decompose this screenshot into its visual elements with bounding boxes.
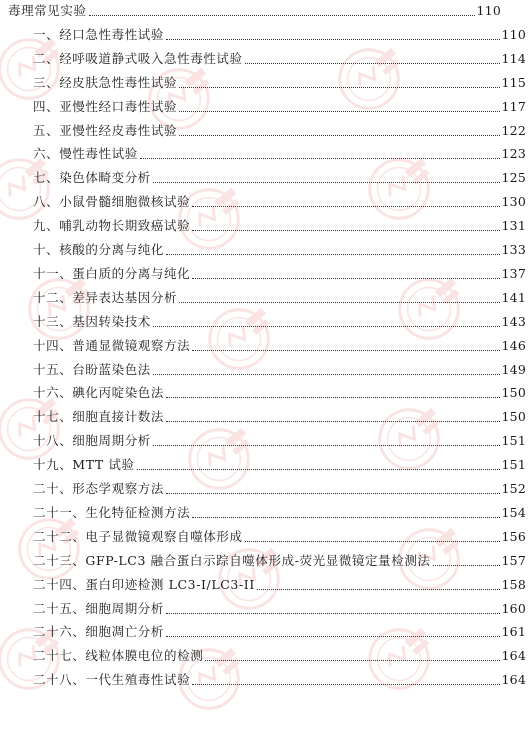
toc-entry-title: 十六、碘化丙啶染色法 bbox=[33, 385, 165, 401]
toc-entry-row[interactable] bbox=[0, 117, 532, 139]
toc-page-number: 152 bbox=[501, 481, 526, 496]
toc-page-number: 114 bbox=[501, 50, 526, 66]
toc-dot-leader bbox=[140, 158, 500, 159]
toc-entry-title: 九、哺乳动物长期致癌试验 bbox=[33, 218, 191, 234]
toc-dot-leader bbox=[192, 278, 499, 279]
toc-entry-title: 二、经呼吸道静式吸入急性毒性试验 bbox=[33, 50, 243, 66]
toc-dot-leader bbox=[192, 350, 499, 351]
toc-entry-row[interactable] bbox=[0, 140, 532, 162]
toc-entry-row[interactable] bbox=[0, 379, 532, 401]
toc-entry-title: 毒理常见实验 bbox=[8, 3, 87, 18]
toc-page-number: 156 bbox=[501, 528, 526, 544]
toc-page-number: 158 bbox=[501, 576, 526, 592]
toc-dot-leader bbox=[166, 254, 500, 255]
toc-page-number: 151 bbox=[501, 433, 526, 449]
toc-entry-title: 四、亚慢性经口毒性试验 bbox=[33, 98, 178, 114]
toc-entry-row[interactable] bbox=[0, 45, 532, 67]
toc-entry-row[interactable] bbox=[0, 571, 532, 593]
toc-entry-title: 二十四、蛋白印迹检测 LC3-I/LC3-II bbox=[33, 576, 255, 592]
toc-entry-row[interactable] bbox=[0, 451, 532, 473]
toc-dot-leader bbox=[153, 374, 500, 375]
toc-entry-row[interactable] bbox=[0, 547, 532, 569]
toc-dot-leader bbox=[166, 421, 500, 422]
toc-entry-row[interactable] bbox=[0, 164, 532, 186]
toc-entry-title: 十七、细胞直接计数法 bbox=[33, 409, 165, 425]
toc-entry-row[interactable] bbox=[0, 595, 532, 617]
toc-page-number: 150 bbox=[501, 385, 526, 401]
toc-entry-row[interactable] bbox=[0, 21, 532, 43]
toc-entry-row[interactable] bbox=[0, 93, 532, 115]
toc-dot-leader bbox=[153, 182, 500, 183]
toc-entry-title: 十三、基因转染技术 bbox=[33, 313, 151, 329]
toc-entry-title: 二十八、一代生殖毒性试验 bbox=[33, 672, 191, 688]
toc-dot-leader bbox=[179, 87, 499, 88]
toc-dot-leader bbox=[89, 15, 475, 16]
toc-page-number: 125 bbox=[501, 170, 526, 186]
toc-dot-leader bbox=[245, 541, 500, 542]
toc-page-number: 161 bbox=[501, 624, 526, 640]
toc-dot-leader bbox=[166, 493, 500, 494]
toc-page-number: 143 bbox=[501, 313, 526, 329]
toc-page-number: 110 bbox=[476, 3, 501, 18]
toc-entry-title: 二十、形态学观察方法 bbox=[33, 481, 165, 496]
toc-entry-row[interactable] bbox=[0, 475, 532, 497]
toc-dot-leader bbox=[179, 302, 499, 303]
toc-entry-row[interactable] bbox=[0, 260, 532, 282]
toc-entry-title: 十二、差异表达基因分析 bbox=[33, 289, 178, 305]
toc-entry-row[interactable] bbox=[0, 427, 532, 449]
toc-entry-title: 二十六、细胞凋亡分析 bbox=[33, 624, 165, 640]
toc-entry-row[interactable] bbox=[0, 642, 532, 664]
toc-page-number: 164 bbox=[501, 672, 526, 688]
toc-entry-row[interactable] bbox=[0, 332, 532, 354]
toc-dot-leader bbox=[192, 230, 499, 231]
toc-entry-row[interactable] bbox=[0, 236, 532, 258]
toc-entry-title: 十八、细胞周期分析 bbox=[33, 433, 151, 449]
toc-dot-leader bbox=[166, 39, 500, 40]
toc-entry-title: 六、慢性毒性试验 bbox=[33, 146, 138, 162]
toc-entry-title: 三、经皮肤急性毒性试验 bbox=[33, 74, 178, 90]
toc-dot-leader bbox=[179, 111, 499, 112]
toc-entry-title: 十四、普通显微镜观察方法 bbox=[33, 337, 191, 353]
toc-dot-leader bbox=[166, 636, 500, 637]
toc-dot-leader bbox=[192, 206, 499, 207]
toc-entry-row[interactable] bbox=[0, 499, 532, 521]
toc-entry-title: 二十五、细胞周期分析 bbox=[33, 600, 165, 616]
toc-entry-row[interactable] bbox=[0, 308, 532, 330]
toc-dot-leader bbox=[257, 589, 500, 590]
toc-entry-row[interactable] bbox=[0, 69, 532, 91]
toc-entry-row[interactable] bbox=[0, 523, 532, 545]
toc-entry-row[interactable] bbox=[0, 188, 532, 210]
toc-page-number: 137 bbox=[501, 265, 526, 281]
toc-entry-title: 二十三、GFP-LC3 融合蛋白示踪自噬体形成-荧光显微镜定量检测法 bbox=[33, 552, 431, 568]
toc-dot-leader bbox=[433, 565, 500, 566]
toc-page-number: 149 bbox=[501, 361, 526, 377]
toc-page-number: 122 bbox=[501, 122, 526, 138]
toc-page-number: 154 bbox=[501, 504, 526, 520]
toc-entry-title: 十九、MTT 试验 bbox=[33, 457, 135, 473]
toc-entry-row[interactable] bbox=[0, 212, 532, 234]
toc-page-number: 110 bbox=[501, 26, 526, 42]
toc-dot-leader bbox=[179, 135, 499, 136]
toc-dot-leader bbox=[192, 684, 499, 685]
toc-page-number: 141 bbox=[501, 289, 526, 305]
toc-entry-title: 七、染色体畸变分析 bbox=[33, 170, 151, 186]
toc-dot-leader bbox=[166, 613, 500, 614]
toc-page-number: 133 bbox=[501, 242, 526, 257]
toc-entry-row[interactable] bbox=[0, 618, 532, 640]
toc-entry-title: 十一、蛋白质的分离与纯化 bbox=[33, 265, 191, 281]
toc-entry-title: 十五、台盼蓝染色法 bbox=[33, 361, 151, 377]
toc-dot-leader bbox=[245, 63, 500, 64]
toc-page-number: 164 bbox=[501, 648, 526, 664]
toc-dot-leader bbox=[153, 326, 500, 327]
toc-page-number: 117 bbox=[501, 98, 526, 114]
toc-entry-row[interactable] bbox=[0, 356, 532, 378]
toc-page-number: 146 bbox=[501, 337, 526, 353]
toc-entry-row[interactable] bbox=[0, 666, 532, 688]
toc-page-number: 130 bbox=[501, 194, 526, 210]
toc-dot-leader bbox=[166, 397, 500, 398]
toc-entry-title: 一、经口急性毒性试验 bbox=[33, 26, 165, 42]
toc-page-number: 115 bbox=[501, 74, 526, 90]
toc-page-number: 151 bbox=[501, 457, 526, 473]
toc-dot-leader bbox=[205, 660, 499, 661]
toc-dot-leader bbox=[153, 445, 500, 446]
toc-dot-leader bbox=[192, 517, 499, 518]
toc-page-number: 160 bbox=[501, 600, 526, 616]
toc-entry-title: 十、核酸的分离与纯化 bbox=[33, 242, 165, 257]
toc-entry-title: 五、亚慢性经皮毒性试验 bbox=[33, 122, 178, 138]
toc-page-number: 150 bbox=[501, 409, 526, 425]
toc-chapter-row[interactable] bbox=[0, 0, 507, 19]
toc-entry-title: 八、小鼠骨髓细胞微核试验 bbox=[33, 194, 191, 210]
toc-entry-row[interactable] bbox=[0, 284, 532, 306]
toc-page-number: 131 bbox=[501, 218, 526, 234]
toc-dot-leader bbox=[137, 469, 500, 470]
toc-entry-title: 二十七、线粒体膜电位的检测 bbox=[33, 648, 204, 664]
toc-page-number: 123 bbox=[501, 146, 526, 162]
toc-entry-title: 二十一、生化特征检测方法 bbox=[33, 504, 191, 520]
toc-page-number: 157 bbox=[501, 552, 526, 568]
toc-entry-title: 二十二、电子显微镜观察自噬体形成 bbox=[33, 528, 243, 544]
toc-entry-row[interactable] bbox=[0, 403, 532, 425]
